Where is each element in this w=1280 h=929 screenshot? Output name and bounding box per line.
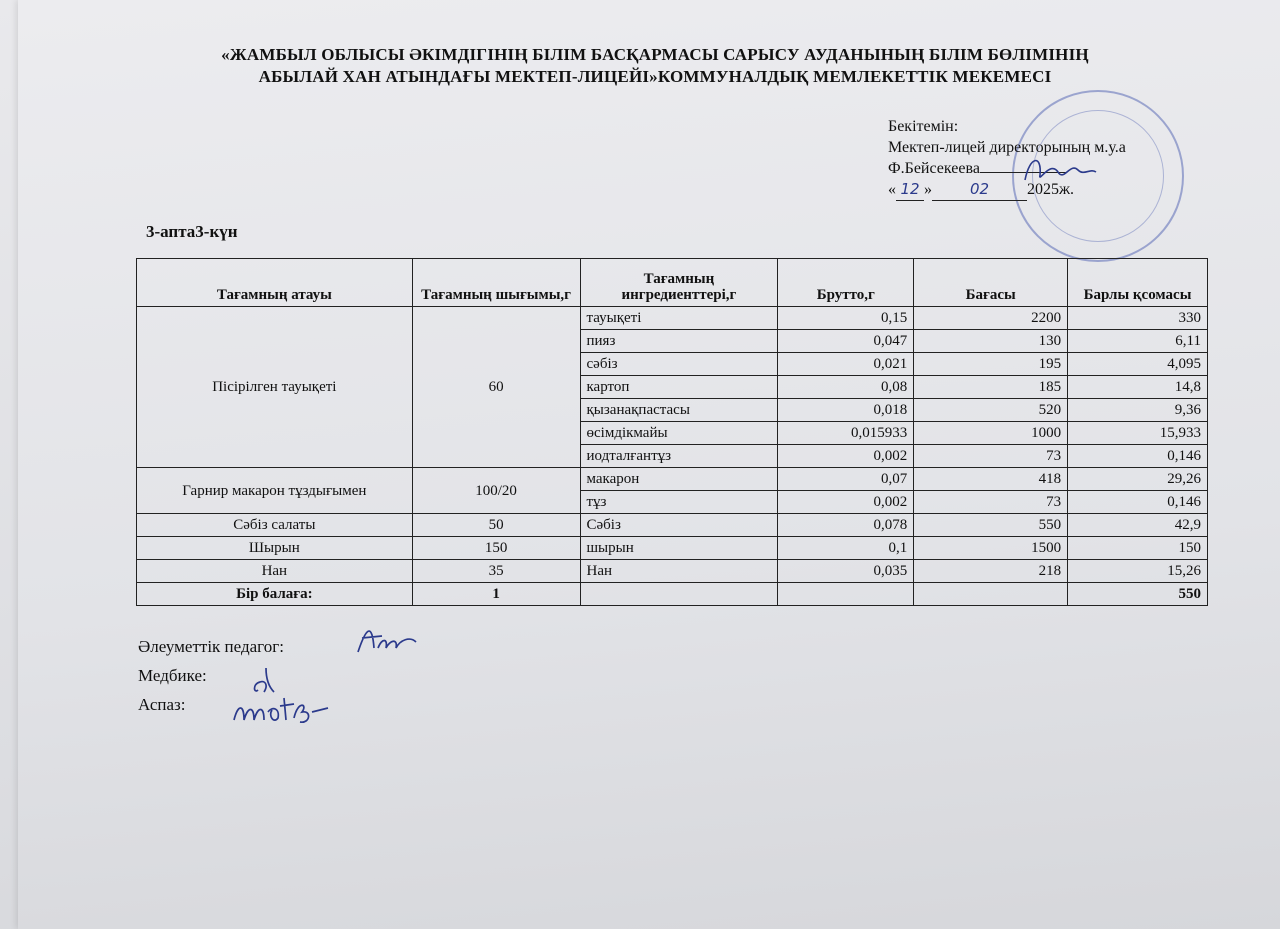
ingredient-cell: сәбіз xyxy=(580,353,778,376)
nurse-label: Медбике: xyxy=(138,666,207,685)
price-cell: 1500 xyxy=(914,537,1068,560)
date-year: 2025ж. xyxy=(1027,181,1075,198)
org-title-line1: «ЖАМБЫЛ ОБЛЫСЫ ӘКІМДІГІНІҢ БІЛІМ БАСҚАРМАСЫ САРЫСУ АУДАНЫНЫҢ БІЛІМ БӨЛІМІНІҢ xyxy=(221,45,1089,64)
total-cell: 42,9 xyxy=(1068,514,1208,537)
footer-empty xyxy=(778,583,914,606)
ingredient-cell: иодталғантұз xyxy=(580,445,778,468)
day-title: 3-апта3-күн xyxy=(146,222,238,241)
dish-yield-cell: 150 xyxy=(412,537,580,560)
price-cell: 130 xyxy=(914,330,1068,353)
director-signature xyxy=(1020,150,1100,190)
ingredient-cell: тауықеті xyxy=(580,307,778,330)
approval-label: Бекітемін: xyxy=(888,118,959,135)
total-cell: 330 xyxy=(1068,307,1208,330)
price-cell: 185 xyxy=(914,376,1068,399)
dish-name-cell: Гарнир макарон тұздығымен xyxy=(137,468,413,514)
price-cell: 218 xyxy=(914,560,1068,583)
cook-signature xyxy=(228,690,340,730)
total-cell: 14,8 xyxy=(1068,376,1208,399)
social-pedagogue-label: Әлеуметтік педагог: xyxy=(138,637,284,656)
table-row xyxy=(137,537,1208,560)
total-cell: 15,933 xyxy=(1068,422,1208,445)
menu-table xyxy=(136,258,1208,606)
date-quote-open: « xyxy=(888,181,896,198)
total-cell: 15,26 xyxy=(1068,560,1208,583)
brutto-cell: 0,021 xyxy=(778,353,914,376)
total-cell: 4,095 xyxy=(1068,353,1208,376)
dish-yield-cell: 60 xyxy=(412,307,580,468)
table-row xyxy=(137,468,1208,491)
dish-name-cell: Пісірілген тауықеті xyxy=(137,307,413,468)
ingredient-cell: өсімдікмайы xyxy=(580,422,778,445)
ingredient-cell: пияз xyxy=(580,330,778,353)
brutto-cell: 0,002 xyxy=(778,491,914,514)
cook-label: Аспаз: xyxy=(138,695,186,714)
table-header-row xyxy=(137,259,1208,307)
footer-count: 1 xyxy=(412,583,580,606)
dish-yield-cell: 50 xyxy=(412,514,580,537)
ingredient-cell: тұз xyxy=(580,491,778,514)
price-cell: 520 xyxy=(914,399,1068,422)
header-price: Бағасы xyxy=(914,259,1068,307)
dish-name-cell: Нан xyxy=(137,560,413,583)
brutto-cell: 0,078 xyxy=(778,514,914,537)
date-month: 02 xyxy=(932,179,1027,201)
total-cell: 6,11 xyxy=(1068,330,1208,353)
social-pedagogue-signature xyxy=(352,618,422,658)
ingredient-cell: макарон xyxy=(580,468,778,491)
brutto-cell: 0,07 xyxy=(778,468,914,491)
total-cell: 29,26 xyxy=(1068,468,1208,491)
footer-empty xyxy=(914,583,1068,606)
footer-empty xyxy=(580,583,778,606)
total-cell: 150 xyxy=(1068,537,1208,560)
price-cell: 73 xyxy=(914,491,1068,514)
approval-position: Мектеп-лицей директорының м.у.а xyxy=(888,139,1126,156)
table-footer-row xyxy=(137,583,1208,606)
price-cell: 73 xyxy=(914,445,1068,468)
header-dish: Тағамның атауы xyxy=(137,259,413,307)
price-cell: 1000 xyxy=(914,422,1068,445)
menu-table-body xyxy=(137,307,1208,583)
footer-sum: 550 xyxy=(1068,583,1208,606)
org-title-line2: АБЫЛАЙ ХАН АТЫНДАҒЫ МЕКТЕП-ЛИЦЕЙІ»КОММУНАЛДЫҚ МЕМЛЕКЕТТІК МЕКЕМЕСІ xyxy=(258,67,1052,86)
table-row xyxy=(137,514,1208,537)
ingredient-cell: шырын xyxy=(580,537,778,560)
header-ingredient: Тағамның ингредиенттері,г xyxy=(580,259,778,307)
dish-name-cell: Сәбіз салаты xyxy=(137,514,413,537)
total-cell: 0,146 xyxy=(1068,491,1208,514)
table-row xyxy=(137,307,1208,330)
header-yield: Тағамның шығымы,г xyxy=(412,259,580,307)
table-row xyxy=(137,560,1208,583)
header-brutto: Брутто,г xyxy=(778,259,914,307)
brutto-cell: 0,002 xyxy=(778,445,914,468)
brutto-cell: 0,08 xyxy=(778,376,914,399)
ingredient-cell: қызанақпастасы xyxy=(580,399,778,422)
date-quote-close: » xyxy=(924,181,932,198)
brutto-cell: 0,018 xyxy=(778,399,914,422)
brutto-cell: 0,015933 xyxy=(778,422,914,445)
price-cell: 418 xyxy=(914,468,1068,491)
dish-name-cell: Шырын xyxy=(137,537,413,560)
organization-title xyxy=(150,44,1160,88)
brutto-cell: 0,047 xyxy=(778,330,914,353)
dish-yield-cell: 100/20 xyxy=(412,468,580,514)
ingredient-cell: картоп xyxy=(580,376,778,399)
ingredient-cell: Нан xyxy=(580,560,778,583)
header-total: Барлы қсомасы xyxy=(1068,259,1208,307)
date-day: 12 xyxy=(896,179,924,201)
price-cell: 2200 xyxy=(914,307,1068,330)
approval-name: Ф.Бейсекеева xyxy=(888,160,980,177)
price-cell: 550 xyxy=(914,514,1068,537)
ingredient-cell: Сәбіз xyxy=(580,514,778,537)
brutto-cell: 0,1 xyxy=(778,537,914,560)
brutto-cell: 0,15 xyxy=(778,307,914,330)
dish-yield-cell: 35 xyxy=(412,560,580,583)
price-cell: 195 xyxy=(914,353,1068,376)
total-cell: 9,36 xyxy=(1068,399,1208,422)
brutto-cell: 0,035 xyxy=(778,560,914,583)
total-cell: 0,146 xyxy=(1068,445,1208,468)
footer-label: Бір балаға: xyxy=(137,583,413,606)
